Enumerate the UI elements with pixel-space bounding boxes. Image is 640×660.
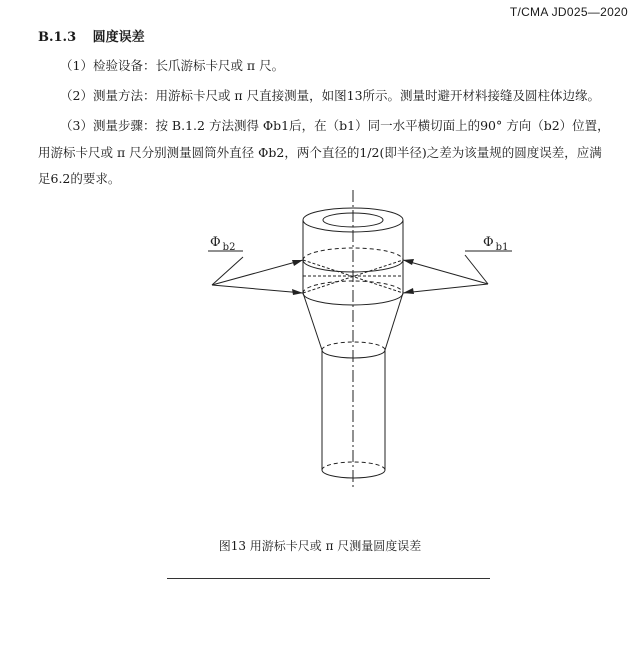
arrowhead-b1-lower	[403, 288, 414, 294]
section-number: B.1.3	[38, 30, 77, 45]
section-heading	[38, 26, 145, 45]
arrowhead-b2-upper	[292, 260, 303, 266]
arrowhead-b1-upper	[403, 259, 414, 265]
paragraph-method: （2）测量方法：用游标卡尺或 π 尺直接测量，如图13所示。测量时避开材料接缝及圆柱体边缘。	[60, 88, 601, 103]
section-title: 圆度误差	[92, 30, 145, 45]
dim-b1-upper-line	[403, 260, 488, 284]
paragraph-steps-line1: （3）测量步骤：按 B.1.2 方法测得 Φb1后，在（b1）同一水平横切面上的90° 方向（b2）位置，	[60, 118, 610, 133]
paragraph-equipment: （1）检验设备：长爪游标卡尺或 π 尺。	[60, 58, 285, 73]
arrowhead-b2-lower	[292, 289, 303, 295]
footer-divider	[167, 578, 490, 579]
figure-caption: 图13 用游标卡尺或 π 尺测量圆度误差	[218, 539, 422, 553]
label-phi-b2: Φ $_{b2}$	[210, 235, 236, 253]
label-phi-b1: Φ $_{b1}$	[483, 235, 509, 253]
dim-b1-lower-line	[403, 284, 488, 293]
measurement-figure	[0, 190, 640, 520]
paragraph-steps-line3: 足6.2的要求。	[38, 171, 121, 186]
dim-b2-lower-line	[212, 285, 303, 293]
paragraph-steps-line2: 用游标卡尺或 π 尺分别测量圆筒外直径 Φb2，两个直径的1/2(即半径)之差为该量规的圆度误差，应满	[38, 145, 602, 160]
document-code: T/CMA JD025—2020	[509, 5, 628, 19]
dim-b1-leader	[465, 255, 488, 284]
